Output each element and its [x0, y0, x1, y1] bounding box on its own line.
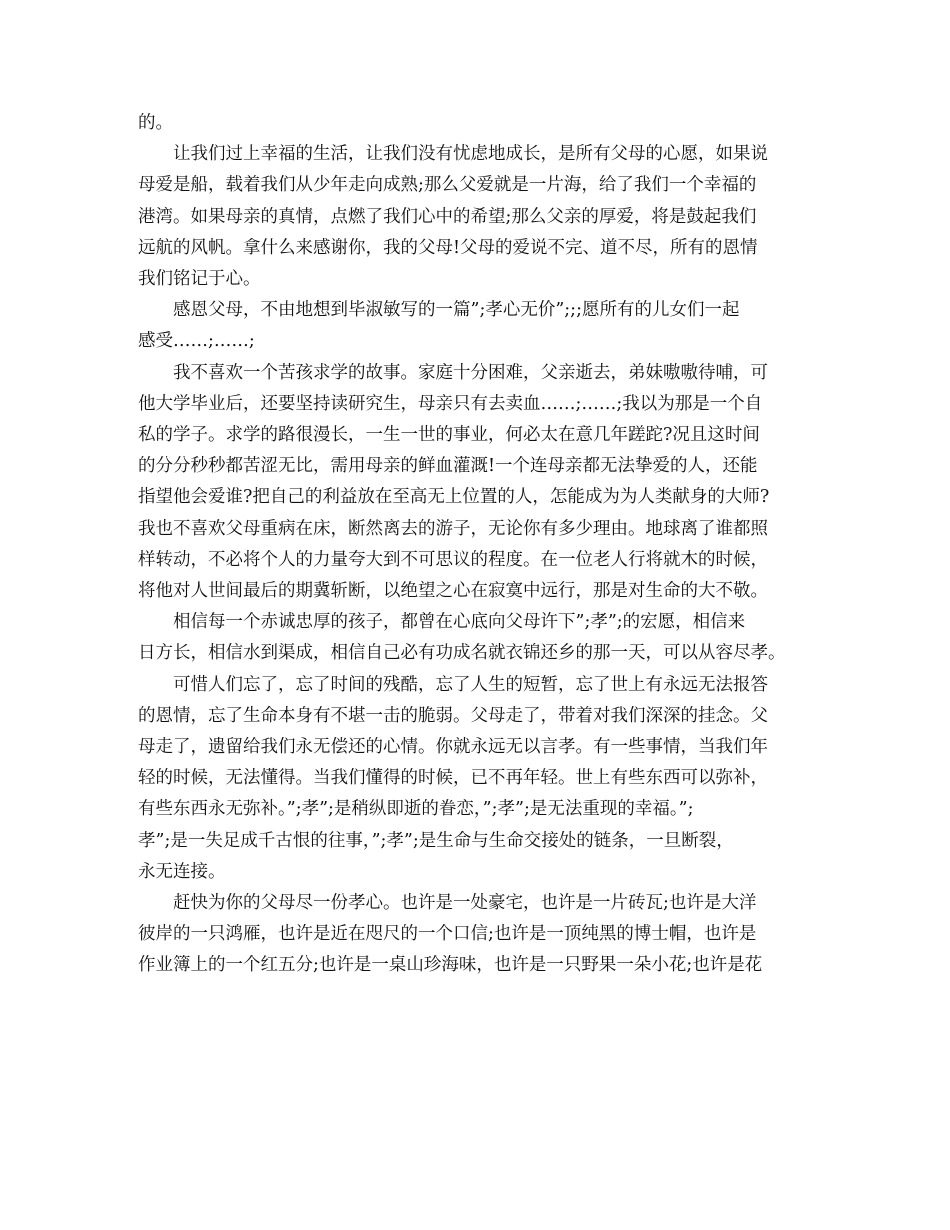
paragraph-3: 感恩父母，不由地想到毕淑敏写的一篇”;孝心无价”;;;愿所有的儿女们一起 感受……;……;	[138, 300, 740, 352]
paragraph-1: 的。	[138, 113, 173, 133]
document-page	[138, 108, 818, 982]
paragraph-5: 相信每一个赤诚忠厚的孩子，都曾在心底向父母许下”;孝”;的宏愿，相信来 日方长，相信水到渠成，相信自己必有功成名就衣锦还乡的那一天，可以从容尽孝。	[138, 612, 786, 664]
paragraph-6: 可惜人们忘了，忘了时间的残酷，忘了人生的短暂，忘了世上有永远无法报答 的恩情，忘了生命本身有不堪一击的脆弱。父母走了，带着对我们深深的挂念。父 母走了，遗留给我们永无偿还的心情。你就永远无以言孝。有一些事情，当我们年 轻的时候，无法懂得。当我们懂得的时候，已不再年轻。世上有些东西可以弥补， 有些东西永无弥补。”;孝”;是稍纵即逝的眷恋，”;孝”;是无法重现的幸福。”; 孝”;是一失足成千古恨的往事，”;孝”;是生命与生命交接处的链条，一旦断裂， 永无连接。	[138, 674, 768, 882]
paragraph-4: 我不喜欢一个苦孩求学的故事。家庭十分困难，父亲逝去，弟妹嗷嗷待哺，可 他大学毕业后，还要坚持读研究生，母亲只有去卖血……;……;我以为那是一个自 私的学子。求学的路很漫长，一生一世的事业，何必太在意几年蹉跎?况且这时间 的分分秒秒都苦涩无比，需用母亲的鲜血灌溉!一个连母亲都无法挚爱的人，还能 指望他会爱谁?把自己的利益放在至高无上位置的人，怎能成为为人类献身的大师? 我也不喜欢父母重病在床，断然离去的游子，无论你有多少理由。地球离了谁都照 样转动，不必将个人的力量夸大到不可思议的程度。在一位老人行将就木的时候， 将他对人世间最后的期冀斩断，以绝望之心在寂寞中远行，那是对生命的大不敬。	[138, 362, 770, 602]
paragraph-2: 让我们过上幸福的生活，让我们没有忧虑地成长，是所有父母的心愿，如果说 母爱是船，载着我们从少年走向成熟;那么父爱就是一片海，给了我们一个幸福的 港湾。如果母亲的真情，点燃了我们心中的希望;那么父亲的厚爱，将是鼓起我们 远航的风帆。拿什么来感谢你，我的父母!父母的爱说不完、道不尽，所有的恩情 我们铭记于心。	[138, 144, 768, 290]
paragraph-7: 赶快为你的父母尽一份孝心。也许是一处豪宅，也许是一片砖瓦;也许是大洋 彼岸的一只鸿雁，也许是近在咫尺的一个口信;也许是一顶纯黑的博士帽，也许是 作业簿上的一个红五分;也许是一桌山珍海味，也许是一只野果一朵小花;也许是花	[138, 893, 763, 976]
